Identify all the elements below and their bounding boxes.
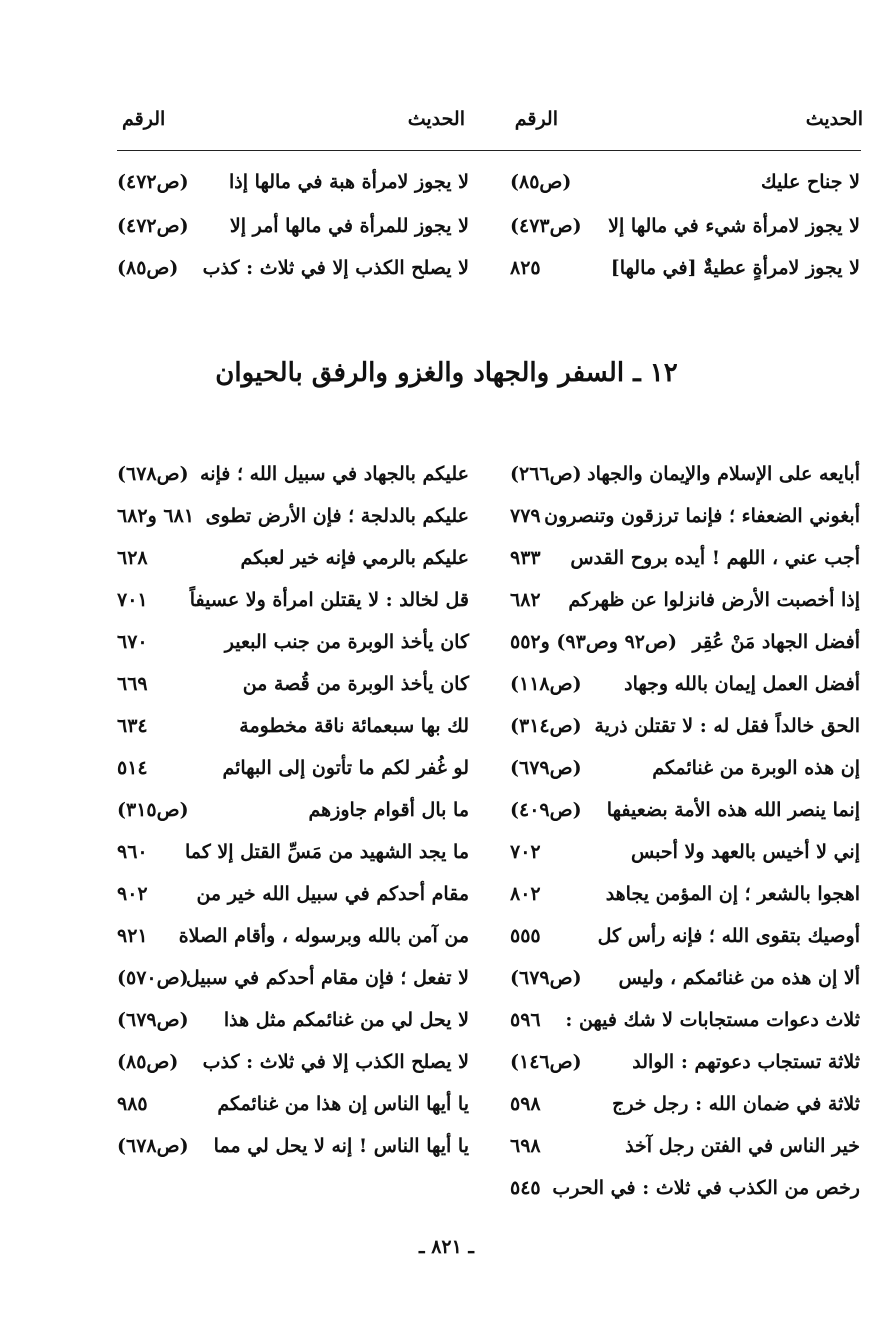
entry-number: (ص٣١٥) [117, 799, 189, 821]
entry-number: (ص٥٧٠) [117, 967, 189, 989]
entry-number: ٥٥٥ [510, 925, 541, 947]
entry-text: خير الناس في الفتن رجل آخذ [625, 1135, 860, 1157]
entry-number: (ص٤٠٩) [510, 799, 582, 821]
entry-text: ثلاث دعوات مستجابات لا شك فيهن : [565, 1009, 860, 1031]
list-item [117, 799, 469, 829]
entry-number: (ص٦٧٨) [117, 1135, 189, 1157]
list-item [117, 1051, 469, 1081]
entry-text: عليكم بالدلجة ؛ فإن الأرض تطوى [205, 505, 469, 527]
entry-number: (ص٦٧٩) [510, 757, 582, 779]
list-item [117, 547, 469, 577]
entry-number: ٧٠٢ [510, 841, 541, 863]
list-item [510, 1009, 860, 1039]
entry-text: كان يأخذ الوبرة من قُصة من [242, 673, 469, 695]
list-item [510, 841, 860, 871]
header-number-right: الرقم [514, 108, 558, 130]
entry-text: يا أيها الناس إن هذا من غنائمكم [217, 1093, 469, 1115]
header-number-left: الرقم [122, 108, 166, 130]
entry-number: (ص٦٧٩) [510, 967, 582, 989]
list-item [117, 925, 469, 955]
list-item [510, 757, 860, 787]
list-item [510, 215, 860, 245]
entry-text: الحق خالداً فقل له : لا تقتلن ذرية [594, 715, 860, 737]
entry-text: رخص من الكذب في ثلاث : في الحرب [552, 1177, 860, 1199]
entry-number: ٦٢٨ [117, 547, 148, 569]
entry-text: أفضل العمل إيمان بالله وجهاد [624, 673, 860, 695]
entry-text: إني لا أخيس بالعهد ولا أحبس [630, 841, 860, 863]
entry-text: ثلاثة في ضمان الله : رجل خرج [612, 1093, 860, 1115]
list-item [117, 1009, 469, 1039]
entry-text: إن هذه الوبرة من غنائمكم [652, 757, 860, 779]
entry-number: ٨٠٢ [510, 883, 541, 905]
page-number: ـ ٨٢١ ـ [419, 1236, 474, 1258]
entry-text: لا يجوز لامرأة شيء في مالها إلا [608, 215, 860, 237]
list-item [510, 715, 860, 745]
entry-text: أوصيك بتقوى الله ؛ فإنه رأس كل [597, 925, 860, 947]
list-item [117, 215, 469, 245]
list-item [117, 757, 469, 787]
list-item [117, 257, 469, 287]
entry-number: (ص٣١٤) [510, 715, 582, 737]
list-item [510, 1135, 860, 1165]
entry-text: اهجوا بالشعر ؛ إن المؤمن يجاهد [605, 883, 860, 905]
entry-number: (ص٦٧٨) [117, 463, 189, 485]
list-item [510, 171, 860, 201]
entry-number: ٩٦٠ [117, 841, 148, 863]
entry-text: إنما ينصر الله هذه الأمة بضعيفها [606, 799, 860, 821]
list-item [510, 547, 860, 577]
entry-text: لا يجوز للمرأة في مالها أمر إلا [229, 215, 469, 237]
entry-number: ٦٣٤ [117, 715, 148, 737]
entry-text: ألا إن هذه من غنائمكم ، وليس [618, 967, 860, 989]
entry-number: (ص٢٦٦) [510, 463, 582, 485]
list-item [117, 1093, 469, 1123]
list-item [510, 967, 860, 997]
header-hadith-left: الحديث [407, 108, 465, 130]
entry-text: أبايعه على الإسلام والإيمان والجهاد [587, 463, 860, 485]
entry-number: ٦٩٨ [510, 1135, 541, 1157]
list-item [510, 799, 860, 829]
entry-number: ٧٠١ [117, 589, 148, 611]
entry-text: لا يحل لي من غنائمكم مثل هذا [223, 1009, 469, 1031]
entry-number: (ص١١٨) [510, 673, 582, 695]
entry-text: لا تفعل ؛ فإن مقام أحدكم في سبيل [185, 967, 469, 989]
entry-number: (ص١٤٦) [510, 1051, 582, 1073]
entry-number: ٩٣٣ [510, 547, 541, 569]
list-item [510, 673, 860, 703]
entry-text: ثلاثة تستجاب دعوتهم : الوالد [632, 1051, 860, 1073]
entry-number: ٥٤٥ [510, 1177, 541, 1199]
list-item [117, 589, 469, 619]
header-rule [117, 150, 861, 151]
entry-text: لا يصلح الكذب إلا في ثلاث : كذب [202, 1051, 469, 1073]
entry-number: ٩٢١ [117, 925, 148, 947]
list-item [117, 463, 469, 493]
list-item [117, 841, 469, 871]
list-item [117, 1135, 469, 1165]
entry-text: لك بها سبعمائة ناقة مخطومة [239, 715, 469, 737]
entry-text: أبغوني الضعفاء ؛ فإنما ترزقون وتنصرون [544, 505, 860, 527]
entry-number: (ص٨٥) [117, 1051, 179, 1073]
list-item [117, 505, 469, 535]
list-item [510, 257, 860, 287]
entry-number: ٥١٤ [117, 757, 148, 779]
list-item [117, 631, 469, 661]
entry-text: كان يأخذ الوبرة من جنب البعير [224, 631, 469, 653]
entry-text: يا أيها الناس ! إنه لا يحل لي مما [213, 1135, 469, 1157]
list-item [510, 1051, 860, 1081]
list-item [117, 673, 469, 703]
entry-number: (ص٤٧٢) [117, 215, 189, 237]
entry-number: ٥٩٦ [510, 1009, 541, 1031]
entry-text: عليكم بالجهاد في سبيل الله ؛ فإنه [200, 463, 469, 485]
list-item [510, 1177, 860, 1207]
header-hadith-right: الحديث [805, 108, 863, 130]
entry-number: (ص٩٢ وص٩٣) و٥٥٢ [510, 631, 677, 653]
entry-number: (ص٨٥) [117, 257, 179, 279]
entry-number: ٩٨٥ [117, 1093, 148, 1115]
entry-number: ٦٨٢ [510, 589, 541, 611]
entry-text: لا يصلح الكذب إلا في ثلاث : كذب [202, 257, 469, 279]
list-item [117, 967, 469, 997]
entry-text: إذا أخصبت الأرض فانزلوا عن ظهركم [568, 589, 860, 611]
entry-text: قل لخالد : لا يقتلن امرأة ولا عسيفاً [189, 589, 469, 611]
entry-number: ٧٧٩ [510, 505, 541, 527]
entry-text: من آمن بالله وبرسوله ، وأقام الصلاة [178, 925, 469, 947]
list-item [117, 883, 469, 913]
entry-text: لا يجوز لامرأةٍ عطيةٌ [في مالها] [610, 257, 860, 279]
entry-text: عليكم بالرمي فإنه خير لعبكم [240, 547, 469, 569]
list-item [510, 505, 860, 535]
section-title: ١٢ ـ السفر والجهاد والغزو والرفق بالحيوان [215, 358, 678, 388]
list-item [510, 925, 860, 955]
entry-number: (ص٦٧٩) [117, 1009, 189, 1031]
entry-number: ٦٦٩ [117, 673, 148, 695]
entry-text: لو غُفر لكم ما تأتون إلى البهائم [222, 757, 469, 779]
entry-number: (ص٨٥) [510, 171, 572, 193]
entry-number: ٦٧٠ [117, 631, 148, 653]
entry-number: (ص٤٧٣) [510, 215, 582, 237]
entry-text: أجب عني ، اللهم ! أيده بروح القدس [570, 547, 860, 569]
list-item [117, 715, 469, 745]
entry-text: مقام أحدكم في سبيل الله خير من [196, 883, 469, 905]
list-item [510, 1093, 860, 1123]
entry-number: (ص٤٧٢) [117, 171, 189, 193]
entry-text: لا جناح عليك [761, 171, 860, 193]
list-item [510, 631, 860, 661]
entry-number: ٩٠٢ [117, 883, 148, 905]
list-item [510, 589, 860, 619]
entry-text: ما بال أقوام جاوزهم [308, 799, 469, 821]
entry-text: أفضل الجهاد مَنْ عُقِر [692, 631, 860, 653]
entry-text: لا يجوز لامرأة هبة في مالها إذا [229, 171, 469, 193]
entry-number: ٥٩٨ [510, 1093, 541, 1115]
list-item [510, 463, 860, 493]
entry-number: ٦٨١ و٦٨٢ [117, 505, 195, 527]
list-item [117, 171, 469, 201]
list-item [510, 883, 860, 913]
entry-number: ٨٢٥ [510, 257, 541, 279]
entry-text: ما يجد الشهيد من مَسِّ القتل إلا كما [184, 841, 469, 863]
